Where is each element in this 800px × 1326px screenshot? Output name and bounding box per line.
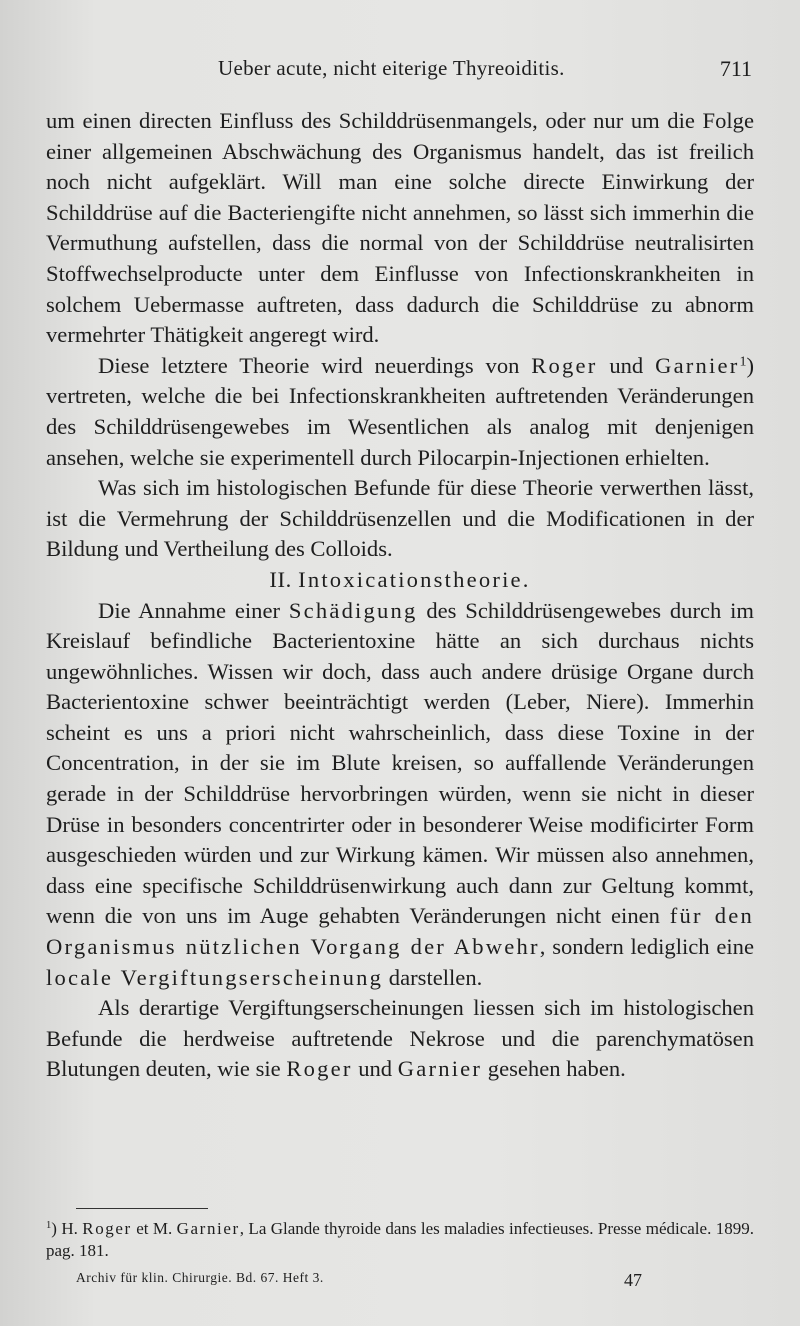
footnote-reference: 1 xyxy=(739,354,747,370)
section-number: II. xyxy=(269,566,299,592)
footnote-author-2: Garnier xyxy=(176,1219,240,1238)
text-run: gesehen haben. xyxy=(482,1056,626,1082)
text-run: Als derartige Vergiftungserscheinungen liessen sich im histologischen Befunde die herdweise auftretende Nekrose und die parenchymatösen Blutungen deuten, wie sie xyxy=(46,995,754,1082)
paragraph-1: um einen directen Einfluss des Schilddrüsenmangels, oder nur um die Folge einer allgemeinen Abschwächung des Organismus handelt, das ist freilich noch nicht aufgeklärt. Will man eine solche directe Einwirkung der Schilddrüse auf die Bacteriengifte nicht annehmen, so lässt sich immerhin die Vermuthung aufstellen, dass die normal von der Schilddrüse neutralisirten Stoffwechselproducte unter dem Einflusse von Infectionskrankheiten in solchem Uebermasse auftreten, dass dadurch die Schilddrüse zu abnorm vermehrter Thätigkeit angeregt wird. xyxy=(46,108,754,348)
paragraph-4 xyxy=(46,596,754,994)
page-header xyxy=(0,56,800,88)
author-name-garnier: Garnier xyxy=(655,352,740,378)
text-run: Diese letztere Theorie wird neuerdings von xyxy=(98,352,532,378)
emphasis-text: Schädigung xyxy=(288,597,418,623)
section-heading xyxy=(46,565,754,596)
author-name-roger: Roger xyxy=(286,1056,353,1082)
text-run: ) vertreten, welche die bei Infectionskrankheiten auftretenden Veränderungen des Schilddrüsengewebes im Wesentlichen als analog mit denjenigen ansehen, welche sie experimentell durch Pilocarpin-Injectionen erhielten. xyxy=(46,352,754,470)
text-run: et M. xyxy=(131,1219,177,1238)
footnote-divider xyxy=(76,1208,208,1209)
running-title: Ueber acute, nicht eiterige Thyreoiditis. xyxy=(218,56,565,80)
paragraph-3: Was sich im histologischen Befunde für diese Theorie verwerthen lässt, ist die Vermehrung der Schilddrüsenzellen und die Modificationen in der Bildung und Vertheilung des Colloids. xyxy=(46,475,754,562)
footnote-text xyxy=(46,1218,754,1262)
footnote-mark: 1 xyxy=(46,1220,52,1232)
paragraph-5 xyxy=(46,993,754,1085)
paragraph-2 xyxy=(46,351,754,473)
text-run: und xyxy=(352,1056,398,1082)
text-run: und xyxy=(597,352,656,378)
footnote xyxy=(46,1218,754,1262)
page-number: 711 xyxy=(719,56,752,81)
author-name-roger: Roger xyxy=(531,352,598,378)
signature-mark: 47 xyxy=(624,1270,642,1290)
text-run: darstellen. xyxy=(383,964,483,990)
body-text xyxy=(46,106,754,1085)
footnote-author-1: Roger xyxy=(82,1219,132,1238)
section-title: Intoxicationstheorie. xyxy=(298,566,531,592)
text-run: , La Glande thyroide dans les maladies infectieuses. Presse médicale. 1899. pag. 181. xyxy=(46,1219,754,1260)
text-run: des Schilddrüsengewebes durch im Kreislauf befindliche Bacterientoxine hätte an sich durchaus nichts ungewöhnliches. Wissen wir doch, dass auch andere drüsige Organe durch Bacterientoxine schwer beeinträchtigt werden (Leber, Niere). Immerhin scheint es uns a priori nicht wahrscheinlich, dass diese Toxine in der Concentration, in der sie im Blute kreisen, so auffallende Veränderungen gerade in der Schilddrüse hervorbringen würden, wenn sie nicht in dieser Drüse in besonders concentrirter oder in besonderer Weise modificirter Form ausgeschieden würden und zur Wirkung kämen. Wir müssen also annehmen, dass eine specifische Schilddrüsenwirkung auch dann zur Geltung kommt, wenn die von uns im Auge gehabten Veränderungen nicht einen xyxy=(46,597,754,929)
text-run: , sondern lediglich eine xyxy=(539,934,754,960)
emphasis-text: locale Vergiftungserscheinung xyxy=(46,964,384,990)
text-run: ) H. xyxy=(51,1219,83,1238)
journal-reference: Archiv für klin. Chirurgie. Bd. 67. Heft 3. xyxy=(76,1270,324,1285)
author-name-garnier: Garnier xyxy=(397,1056,483,1082)
emphasis-text: für den Organismus nützlichen Vorgang der Abwehr xyxy=(46,903,755,960)
text-run: Die Annahme einer xyxy=(98,597,289,623)
